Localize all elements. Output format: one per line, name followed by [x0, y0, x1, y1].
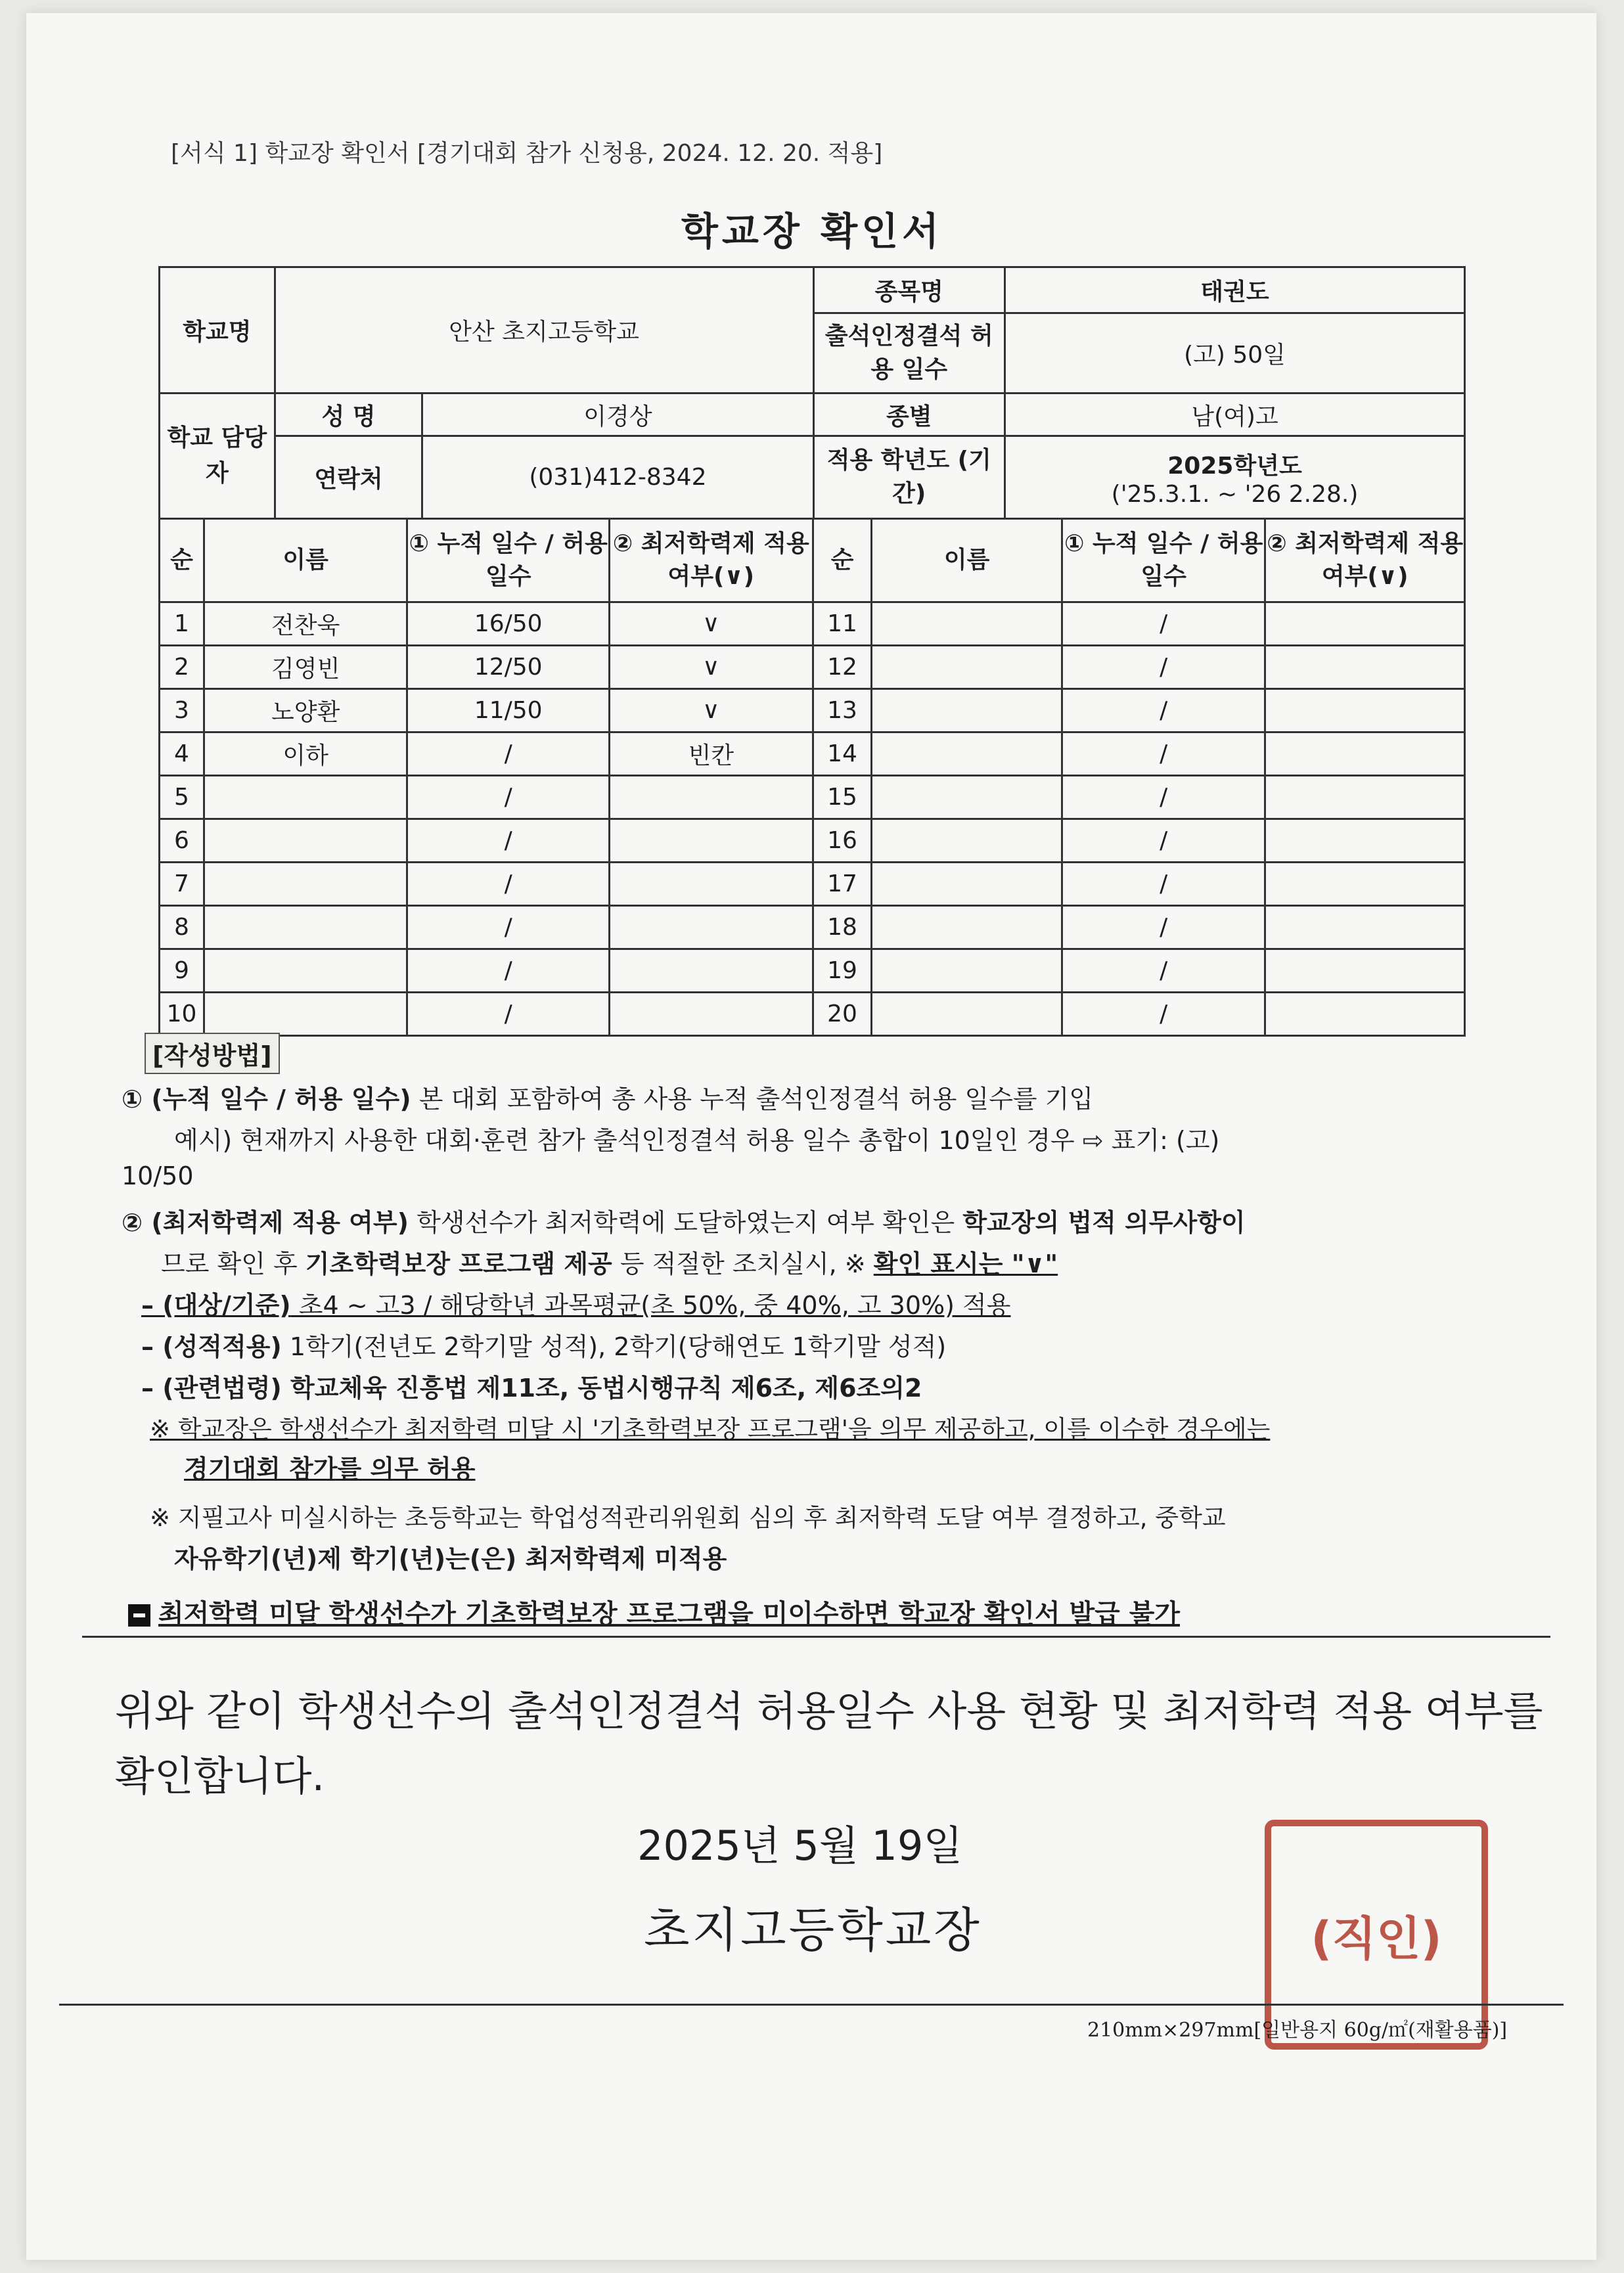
item2-line2-a: 므로 확인 후: [161, 1249, 305, 1278]
student-days: /: [407, 906, 610, 949]
instruction-item-1: [122, 1079, 1093, 1115]
student-no: 12: [813, 646, 872, 689]
student-no: 16: [813, 819, 872, 863]
table-row: [160, 819, 1465, 863]
student-name: 김영빈: [204, 646, 407, 689]
item2-text-b: 학교장의 법적 의무사항이: [962, 1208, 1246, 1237]
student-no: 19: [813, 949, 872, 993]
item1-example-cont: 10/50: [122, 1161, 194, 1190]
table-row: [160, 732, 1465, 776]
student-days: /: [1062, 732, 1265, 776]
student-name: 전찬욱: [204, 602, 407, 646]
student-name: [872, 602, 1062, 646]
table-row: [160, 776, 1465, 819]
student-no: 9: [160, 949, 204, 993]
note1-line2: 경기대회 참가를 의무 허용: [184, 1454, 476, 1483]
student-name: 노양환: [204, 689, 407, 732]
allowed-days-label: 출석인정결석 허용 일수: [813, 313, 1005, 394]
target-text: 초4 ~ 고3 / 해당학년 과목평균(초 50%, 중 40%, 고 30%) 적용: [290, 1291, 1011, 1320]
student-minimum: [610, 863, 813, 906]
header-name-right: 이름: [872, 519, 1062, 602]
year-label: 적용 학년도 (기간): [813, 436, 1005, 519]
student-minimum: [1265, 732, 1465, 776]
name-label: 성 명: [275, 394, 422, 436]
law-line: [141, 1368, 922, 1404]
student-minimum: [1265, 819, 1465, 863]
student-no: 11: [813, 602, 872, 646]
student-minimum: 빈칸: [610, 732, 813, 776]
item2-bold: ② (최저학력제 적용 여부): [122, 1208, 409, 1237]
student-days: /: [1062, 689, 1265, 732]
student-no: 1: [160, 602, 204, 646]
student-name: [872, 646, 1062, 689]
header-days-right: ① 누적 일수 / 허용 일수: [1062, 519, 1265, 602]
student-no: 2: [160, 646, 204, 689]
item1-example: 예시) 현재까지 사용한 대회·훈련 참가 출석인정결석 허용 일수 총합이 10일인 경우 ⇨ 표기: (고): [174, 1126, 1220, 1155]
student-minimum: [1265, 776, 1465, 819]
header-name-left: 이름: [204, 519, 407, 602]
student-table: [158, 518, 1466, 1037]
instruction-item-2: [122, 1202, 1246, 1238]
student-minimum: [610, 993, 813, 1036]
principal-title: 초지고등학교장: [644, 1902, 982, 1958]
student-minimum: [610, 906, 813, 949]
student-minimum: [610, 776, 813, 819]
student-minimum: ∨: [610, 602, 813, 646]
name-value: 이경상: [422, 394, 813, 436]
student-minimum: [1265, 863, 1465, 906]
student-minimum: [1265, 906, 1465, 949]
table-row: [160, 689, 1465, 732]
contact-label: 연락처: [275, 436, 422, 519]
student-name: [872, 819, 1062, 863]
student-name: [204, 906, 407, 949]
student-minimum: ∨: [610, 646, 813, 689]
student-name: [204, 863, 407, 906]
student-days: /: [407, 819, 610, 863]
item1-bold: ① (누적 일수 / 허용 일수): [122, 1085, 411, 1114]
student-name: [872, 732, 1062, 776]
student-days: 16/50: [407, 602, 610, 646]
student-days: /: [1062, 776, 1265, 819]
student-no: 3: [160, 689, 204, 732]
event-value: 태권도: [1005, 267, 1465, 313]
student-name: [872, 863, 1062, 906]
item2-line2-c: 등 적절한 조치실시, ※: [612, 1249, 874, 1278]
student-days: 12/50: [407, 646, 610, 689]
square-bullet-icon: [128, 1604, 150, 1627]
form-preamble: [서식 1] 학교장 확인서 [경기대회 참가 신청용, 2024. 12. 20. 적용]: [171, 140, 883, 167]
student-name: [204, 993, 407, 1036]
instruction-item-2-line2: [161, 1244, 1058, 1280]
table-row: [160, 993, 1465, 1036]
student-name: [872, 689, 1062, 732]
school-info-table: [158, 266, 1466, 520]
student-days: /: [407, 863, 610, 906]
student-days: /: [1062, 819, 1265, 863]
gender-value: 남(여)고: [1005, 394, 1465, 436]
item2-line2-b: 기초학력보장 프로그램 제공: [305, 1249, 612, 1278]
student-no: 7: [160, 863, 204, 906]
table-row: [160, 602, 1465, 646]
student-minimum: [1265, 689, 1465, 732]
header-no-left: 순: [160, 519, 204, 602]
student-days: /: [407, 993, 610, 1036]
note1-line1: ※ 학교장은 학생선수가 최저학력 미달 시 '기초학력보장 프로그램'을 의무 제공하고, 이를 이수한 경우에는: [150, 1415, 1271, 1443]
year-value: 2025학년도: [1167, 452, 1302, 480]
grade-text: 1학기(전년도 2학기말 성적), 2학기(당해연도 1학기말 성적): [281, 1332, 947, 1361]
header-no-right: 순: [813, 519, 872, 602]
student-name: [872, 776, 1062, 819]
student-minimum: [610, 949, 813, 993]
law-bold: – (관련법령): [141, 1374, 282, 1403]
student-no: 13: [813, 689, 872, 732]
divider: [82, 1636, 1550, 1638]
note2-line1: ※ 지필고사 미실시하는 초등학교는 학업성적관리위원회 심의 후 최저학력 도달 여부 결정하고, 중학교: [150, 1504, 1226, 1532]
manager-label: 학교 담당자: [160, 394, 275, 519]
paper-spec: 210mm×297mm[일반용지 60g/㎡(재활용품)]: [1087, 2019, 1508, 2042]
student-days: 11/50: [407, 689, 610, 732]
student-name: [204, 776, 407, 819]
table-row: [160, 863, 1465, 906]
closing-statement: 위와 같이 학생선수의 출석인정결석 허용일수 사용 현황 및 최저학력 적용 여부를 확인합니다.: [115, 1687, 1543, 1801]
student-days: /: [1062, 863, 1265, 906]
student-days: /: [1062, 906, 1265, 949]
student-minimum: [610, 819, 813, 863]
student-no: 5: [160, 776, 204, 819]
student-name: [872, 993, 1062, 1036]
year-period: ('25.3.1. ~ '26 2.28.): [1111, 480, 1359, 508]
header-minimum-left: ② 최저학력제 적용 여부(∨): [610, 519, 813, 602]
page-title: 학교장 확인서: [681, 209, 943, 254]
item1-text: 본 대회 포함하여 총 사용 누적 출석인정결석 허용 일수를 기입: [411, 1085, 1094, 1114]
student-days: /: [1062, 646, 1265, 689]
event-label: 종목명: [813, 267, 1005, 313]
target-bold: – (대상/기준): [141, 1291, 291, 1320]
contact-value: (031)412-8342: [422, 436, 813, 519]
header-days-left: ① 누적 일수 / 허용 일수: [407, 519, 610, 602]
student-name: [872, 949, 1062, 993]
law-text: 학교체육 진흥법 제11조, 동법시행규칙 제6조, 제6조의2: [281, 1374, 922, 1403]
student-name: [204, 949, 407, 993]
student-days: /: [1062, 993, 1265, 1036]
gender-label: 종별: [813, 394, 1005, 436]
table-row: [160, 906, 1465, 949]
student-no: 6: [160, 819, 204, 863]
student-name: [204, 819, 407, 863]
student-days: /: [1062, 949, 1265, 993]
student-no: 17: [813, 863, 872, 906]
student-minimum: [1265, 602, 1465, 646]
student-no: 8: [160, 906, 204, 949]
header-minimum-right: ② 최저학력제 적용 여부(∨): [1265, 519, 1465, 602]
student-no: 15: [813, 776, 872, 819]
item2-text-a: 학생선수가 최저학력에 도달하였는지 여부 확인은: [408, 1208, 963, 1237]
student-minimum: [1265, 646, 1465, 689]
student-no: 14: [813, 732, 872, 776]
instructions-heading: [작성방법]: [145, 1033, 280, 1074]
warning-text: 최저학력 미달 학생선수가 기초학력보장 프로그램을 미이수하면 학교장 확인서 발급 불가: [158, 1599, 1181, 1629]
issue-date: 2025년 5월 19일: [637, 1822, 963, 1870]
grade-line: [141, 1326, 946, 1362]
student-name: 이하: [204, 732, 407, 776]
footer-divider: [59, 2004, 1564, 2006]
student-name: [872, 906, 1062, 949]
school-label: 학교명: [160, 267, 275, 394]
student-days: /: [407, 732, 610, 776]
target-line: [141, 1285, 1010, 1321]
seal-label: (직인): [1311, 1911, 1442, 1966]
student-no: 4: [160, 732, 204, 776]
year-cell: [1005, 436, 1465, 519]
student-no: 20: [813, 993, 872, 1036]
student-minimum: ∨: [610, 689, 813, 732]
item2-line2-d: 확인 표시는 "∨": [873, 1249, 1058, 1278]
note2-line2: 자유학기(년)제 학기(년)는(은) 최저학력제 미적용: [174, 1544, 727, 1573]
warning-line: [128, 1593, 1180, 1631]
student-days: /: [407, 776, 610, 819]
student-no: 18: [813, 906, 872, 949]
student-minimum: [1265, 949, 1465, 993]
student-days: /: [407, 949, 610, 993]
student-no: 10: [160, 993, 204, 1036]
school-value: 안산 초지고등학교: [275, 267, 813, 394]
student-days: /: [1062, 602, 1265, 646]
table-row: [160, 949, 1465, 993]
student-minimum: [1265, 993, 1465, 1036]
grade-bold: – (성적적용): [141, 1332, 282, 1361]
table-row: [160, 646, 1465, 689]
allowed-days-value: (고) 50일: [1005, 313, 1465, 394]
